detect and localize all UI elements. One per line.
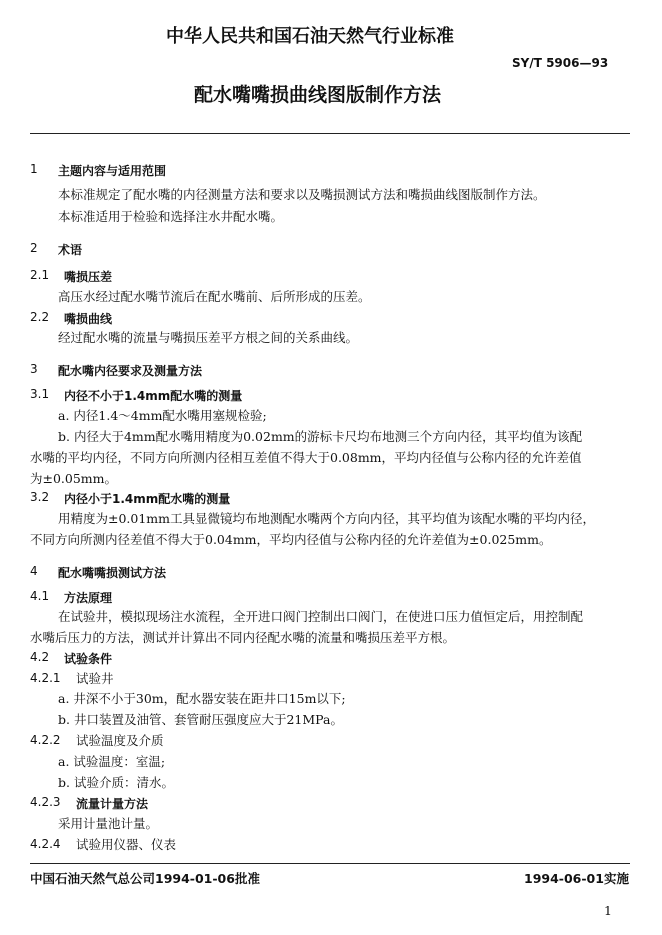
- section-4-1-paragraph-line-1: 在试验井，模拟现场注水流程，全开进口阀门控制出口阀门，在使进口压力值恒定后，用控制配: [58, 609, 584, 624]
- section-3-number: 3: [30, 362, 38, 376]
- document-title: 配水嘴嘴损曲线图版制作方法: [194, 84, 442, 106]
- section-4-1-paragraph-line-2: 水嘴后压力的方法，测试并计算出不同内径配水嘴的流量和嘴损压差平方根。: [30, 630, 456, 645]
- section-1-number: 1: [30, 162, 38, 176]
- section-3-1-heading: 内径不小于1.4mm配水嘴的测量: [64, 389, 243, 403]
- implementation-date: 1994-06-01实施: [524, 871, 629, 886]
- section-4-2-3-number: 4.2.3: [30, 795, 61, 809]
- section-4-1-number: 4.1: [30, 589, 50, 603]
- section-4-2-3-heading: 流量计量方法: [76, 797, 149, 811]
- section-3-heading: 配水嘴内径要求及测量方法: [58, 364, 203, 378]
- section-3-1-item-b-line-2: 水嘴的平均内径，不同方向所测内径相互差值不得大于0.08mm，平均内径值与公称内径的允许差值: [30, 450, 582, 465]
- section-3-1-item-b-line-3: 为±0.05mm。: [30, 471, 118, 486]
- section-3-1-item-a: a. 内径1.4～4mm配水嘴用塞规检验;: [58, 408, 267, 423]
- section-3-2-paragraph-line-1: 用精度为±0.01mm工具显微镜均布地测配水嘴两个方向内径，其平均值为该配水嘴的平均内径，: [58, 511, 596, 526]
- section-4-2-1-item-b: b. 井口装置及油管、套管耐压强度应大于21MPa。: [58, 712, 343, 727]
- section-4-2-1-item-a: a. 井深不小于30m，配水器安装在距井口15m以下;: [58, 691, 346, 706]
- section-2-1-paragraph: 高压水经过配水嘴节流后在配水嘴前、后所形成的压差。: [58, 289, 371, 304]
- approval-line: 中国石油天然气总公司1994-01-06批准: [30, 871, 260, 886]
- section-4-2-heading: 试验条件: [64, 652, 113, 666]
- section-2-1-heading: 嘴损压差: [64, 270, 113, 284]
- standard-title: 中华人民共和国石油天然气行业标准: [166, 26, 454, 47]
- section-3-2-heading: 内径小于1.4mm配水嘴的测量: [64, 492, 231, 506]
- section-1-paragraph-1: 本标准规定了配水嘴的内径测量方法和要求以及嘴损测试方法和嘴损曲线图版制作方法。: [58, 187, 546, 202]
- section-4-2-2-heading: 试验温度及介质: [76, 733, 164, 748]
- section-4-2-2-number: 4.2.2: [30, 733, 61, 747]
- section-3-2-number: 3.2: [30, 490, 50, 504]
- section-2-heading: 术语: [58, 243, 83, 257]
- section-1-heading: 主题内容与适用范围: [58, 164, 167, 178]
- section-4-2-number: 4.2: [30, 650, 50, 664]
- page-number: 1: [604, 903, 612, 918]
- section-4-2-1-number: 4.2.1: [30, 671, 61, 685]
- section-2-2-number: 2.2: [30, 310, 50, 324]
- section-2-2-paragraph: 经过配水嘴的流量与嘴损压差平方根之间的关系曲线。: [58, 330, 359, 345]
- section-4-heading: 配水嘴嘴损测试方法: [58, 566, 167, 580]
- section-3-1-item-b-line-1: b. 内径大于4mm配水嘴用精度为0.02mm的游标卡尺均布地测三个方向内径，其平均值为该配: [58, 429, 583, 444]
- header-rule: [30, 133, 630, 134]
- section-4-2-4-heading: 试验用仪器、仪表: [76, 837, 177, 852]
- section-2-number: 2: [30, 241, 38, 255]
- section-4-2-4-number: 4.2.4: [30, 837, 61, 851]
- section-4-2-3-paragraph: 采用计量池计量。: [58, 816, 159, 831]
- section-3-2-paragraph-line-2: 不同方向所测内径差值不得大于0.04mm，平均内径值与公称内径的允许差值为±0.025mm。: [30, 532, 552, 547]
- section-4-2-2-item-a: a. 试验温度：室温;: [58, 754, 166, 769]
- section-2-1-number: 2.1: [30, 268, 50, 282]
- standard-code: SY/T 5906—93: [512, 56, 609, 70]
- section-2-2-heading: 嘴损曲线: [64, 312, 113, 326]
- section-4-2-1-heading: 试验井: [76, 671, 114, 686]
- section-4-2-2-item-b: b. 试验介质：清水。: [58, 775, 174, 790]
- section-1-paragraph-2: 本标准适用于检验和选择注水井配水嘴。: [58, 209, 284, 224]
- section-4-number: 4: [30, 564, 38, 578]
- footer-rule: [30, 863, 630, 864]
- section-3-1-number: 3.1: [30, 387, 50, 401]
- section-4-1-heading: 方法原理: [64, 591, 113, 605]
